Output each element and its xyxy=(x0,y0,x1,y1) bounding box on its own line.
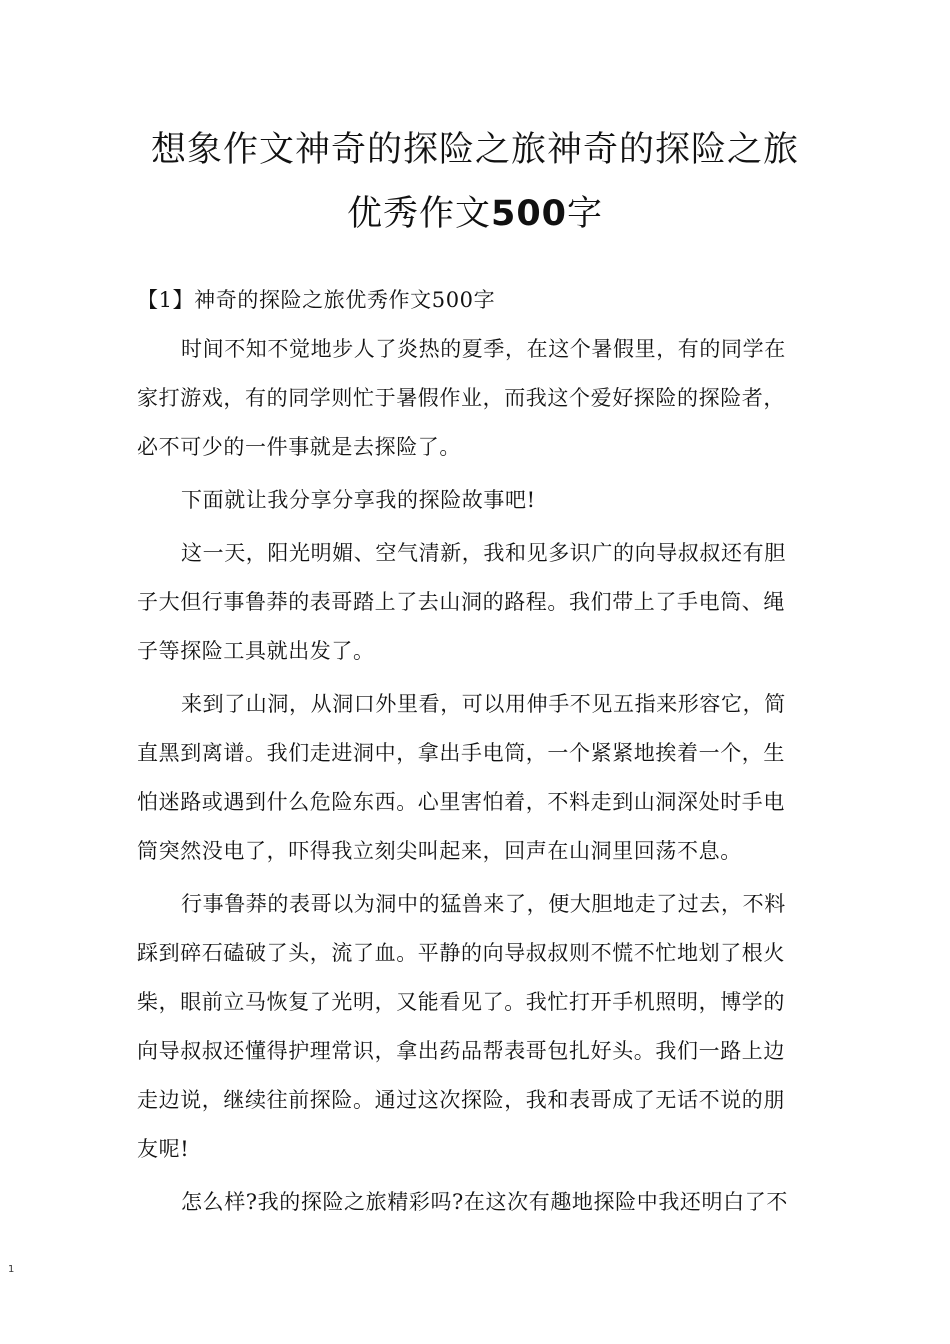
paragraph xyxy=(137,529,817,676)
paragraph-line: 柴，眼前立马恢复了光明，又能看见了。我忙打开手机照明，博学的 xyxy=(137,990,785,1014)
paragraph-line: 子等探险工具就出发了。 xyxy=(137,639,375,663)
paragraph-line: 怕迷路或遇到什么危险东西。心里害怕着，不料走到山洞深处时手电 xyxy=(137,790,785,814)
paragraph-line: 踩到碎石磕破了头，流了血。平静的向导叔叔则不慌不忙地划了根火 xyxy=(137,941,785,965)
document-body xyxy=(137,325,817,1231)
title-line1-text: 想象作文神奇的探险之旅神奇的探险之旅 xyxy=(150,130,799,170)
paragraph-line: 直黑到离谱。我们走进洞中，拿出手电筒，一个紧紧地挨着一个，生 xyxy=(137,741,785,765)
section-subheading: 【1】神奇的探险之旅优秀作文500字 xyxy=(137,288,496,312)
paragraph-line: 走边说，继续往前探险。通过这次探险，我和表哥成了无话不说的朋 xyxy=(137,1088,785,1112)
paragraph xyxy=(137,680,817,876)
document-title-line2 xyxy=(120,184,830,244)
paragraph-line: 筒突然没电了，吓得我立刻尖叫起来，回声在山洞里回荡不息。 xyxy=(137,839,742,863)
paragraph-line: 必不可少的一件事就是去探险了。 xyxy=(137,435,461,459)
paragraph xyxy=(137,325,817,472)
page-number: 1 xyxy=(8,1264,15,1275)
paragraph-line: 怎么样?我的探险之旅精彩吗?在这次有趣地探险中我还明白了不 xyxy=(181,1190,788,1214)
paragraph-line: 下面就让我分享分享我的探险故事吧! xyxy=(181,488,536,512)
paragraph xyxy=(137,880,817,1174)
paragraph xyxy=(137,476,817,525)
paragraph-line: 向导叔叔还懂得护理常识，拿出药品帮表哥包扎好头。我们一路上边 xyxy=(137,1039,785,1063)
paragraph-line: 行事鲁莽的表哥以为洞中的猛兽来了，便大胆地走了过去，不料 xyxy=(181,892,786,916)
paragraph-line: 子大但行事鲁莽的表哥踏上了去山洞的路程。我们带上了手电筒、绳 xyxy=(137,590,785,614)
paragraph-line: 时间不知不觉地步人了炎热的夏季，在这个暑假里，有的同学在 xyxy=(181,337,786,361)
title-line2-prefix: 优秀作文 xyxy=(346,194,491,234)
paragraph-line: 这一天，阳光明媚、空气清新，我和见多识广的向导叔叔还有胆 xyxy=(181,541,786,565)
title-line2-suffix: 字 xyxy=(567,194,604,234)
paragraph-line: 来到了山洞，从洞口外里看，可以用伸手不见五指来形容它，简 xyxy=(181,692,786,716)
document-title-line1 xyxy=(120,120,830,180)
title-line2-number: 500 xyxy=(490,194,568,234)
paragraph xyxy=(137,1178,817,1227)
paragraph-line: 友呢! xyxy=(137,1137,190,1161)
paragraph-line: 家打游戏，有的同学则忙于暑假作业，而我这个爱好探险的探险者， xyxy=(137,386,785,410)
